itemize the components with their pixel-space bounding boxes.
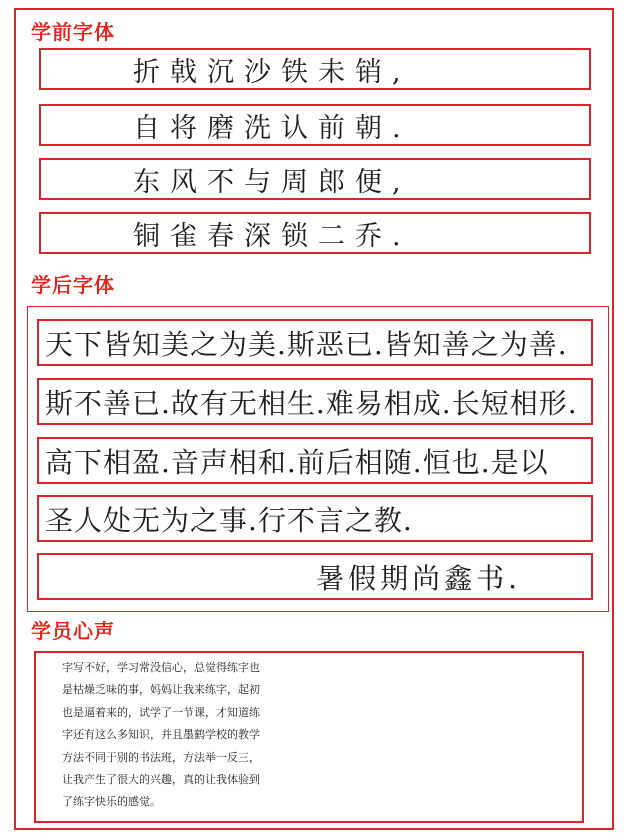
before-line [39,212,591,254]
testimonial-line: 是枯燥乏味的事，妈妈让我来练字，起初 [62,683,260,697]
testimonial-line: 字写不好，学习常没信心，总觉得练字也 [62,661,260,674]
testimonial-line: 也是逼着来的，试学了一节课，才知道练 [62,705,260,719]
before-line-text: 折戟沉沙铁未销, [133,56,411,88]
testimonial-section-title: 学员心声 [31,619,115,643]
before-line-text: 东风不与周郎便, [133,166,411,198]
before-line [39,104,591,146]
after-line-text: 圣人处无为之事.行不言之教. [45,503,413,537]
testimonial-line: 让我产生了很大的兴趣，真的让我体验到 [62,773,260,787]
testimonial-line: 方法不同于别的书法班，方法举一反三， [62,750,260,764]
testimonial-line: 字还有这么多知识，并且墨鹤学校的教学 [62,728,260,742]
before-line-text: 自将磨洗认前朝. [133,112,411,144]
testimonial-line: 了练字快乐的感觉。 [62,795,161,809]
after-line [37,437,593,484]
before-line [39,48,591,90]
after-section-title: 学后字体 [31,273,115,297]
before-section-title: 学前字体 [31,20,115,44]
after-line [37,495,593,542]
signature-text: 暑假期尚鑫书. [316,561,521,595]
signature-line [37,553,593,600]
after-line [37,378,593,425]
before-line-text: 铜雀春深锁二乔. [133,220,411,252]
before-line [39,158,591,200]
after-line [37,319,593,366]
testimonial-box [34,651,584,823]
after-line-text: 斯不善已.故有无相生.难易相成.长短相形. [45,386,578,420]
after-line-text: 天下皆知美之为美.斯恶已.皆知善之为善. [45,327,568,361]
after-line-text: 高下相盈.音声相和.前后相随.恒也.是以 [45,445,549,479]
